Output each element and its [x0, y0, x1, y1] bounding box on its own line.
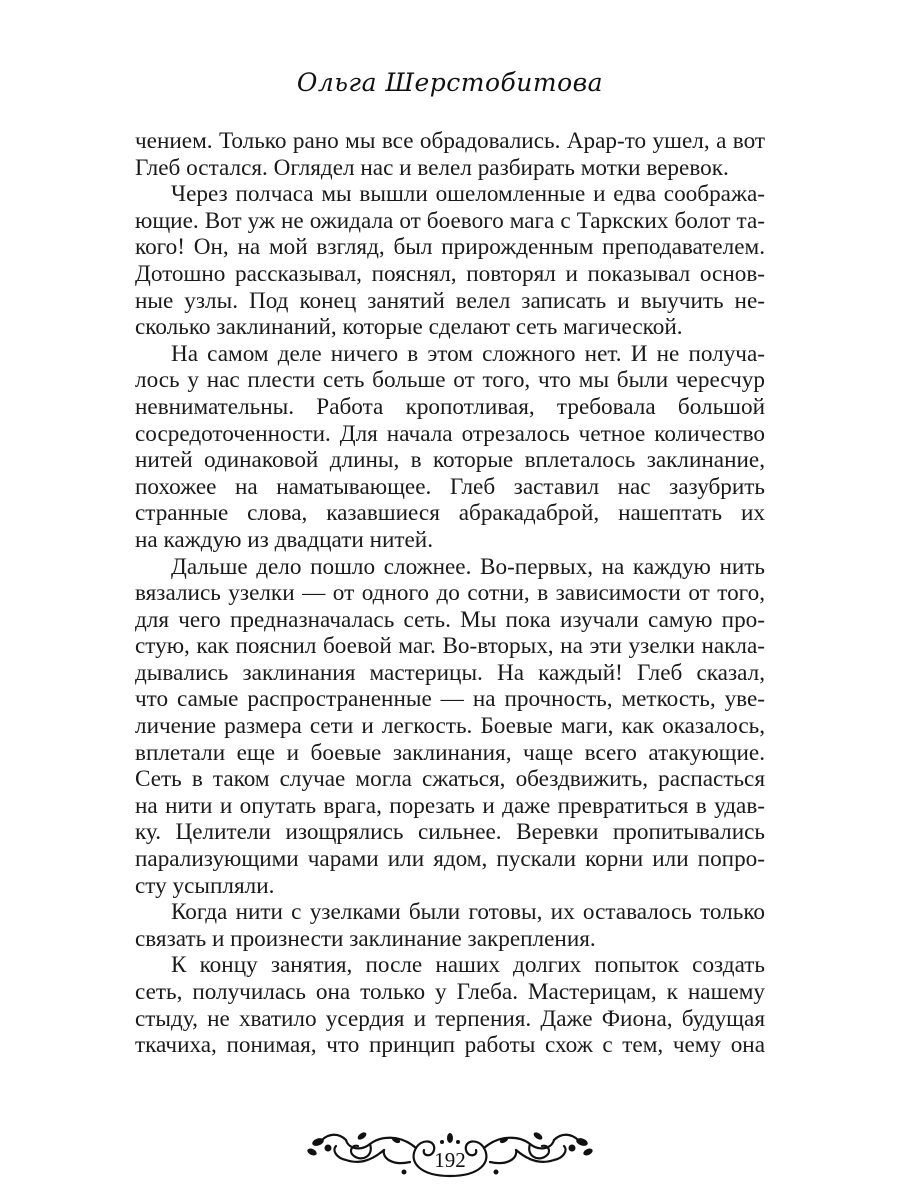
text-line: дывались заклинания мастерицы. На каждый! Глеб сказал,	[135, 659, 765, 686]
body-text	[135, 128, 765, 1059]
text-line: нитей одинаковой длины, в которые вплеталось заклинание,	[135, 447, 765, 474]
text-line: сосредоточенности. Для начала отрезалось четное количество	[135, 420, 765, 447]
paragraph-4	[135, 554, 765, 900]
text-line: Сеть в таком случае могла сжаться, обездвижить, распасться	[135, 766, 765, 793]
text-line: Дальше дело пошло сложнее. Во-первых, на каждую нить	[171, 553, 765, 580]
paragraph-3	[135, 341, 765, 554]
text-line: сколько заклинаний, которые сделают сеть магической.	[135, 314, 683, 341]
page-number: 192	[434, 1148, 466, 1172]
text-line: К концу занятия, после наших долгих попыток создать	[171, 952, 765, 979]
text-line: личение размера сети и легкость. Боевые маги, как оказалось,	[135, 713, 765, 740]
text-line: чением. Только рано мы все обрадовались. Арар-то ушел, а вот	[135, 128, 765, 154]
text-line: на каждую из двадцати нитей.	[135, 526, 434, 553]
text-line: На самом деле ничего в этом сложного нет. И не получа-	[171, 340, 765, 367]
text-line: связать и произнести заклинание закрепления.	[135, 925, 596, 952]
text-line: на нити и опутать врага, порезать и даже превратиться в удав-	[135, 792, 765, 819]
text-line: ку. Целители изощрялись сильнее. Веревки пропитывались	[135, 819, 765, 846]
text-line: вязались узелки — от одного до сотни, в зависимости от того,	[135, 580, 765, 607]
text-line: сеть, получилась она только у Глеба. Мастерицам, к нашему	[135, 979, 765, 1005]
text-line: сту усыпляли.	[135, 872, 275, 899]
text-line: что самые распространенные — на прочность, меткость, уве-	[135, 686, 765, 713]
paragraph-6	[135, 952, 765, 1058]
text-line: Дотошно рассказывал, пояснял, повторял и показывал основ-	[135, 260, 765, 287]
text-line: парализующими чарами или ядом, пускали корни или попро-	[135, 846, 765, 873]
text-line: невнимательны. Работа кропотливая, требовала большой	[135, 393, 765, 420]
text-line: Через полчаса мы вышли ошеломленные и едва сообража-	[171, 181, 765, 208]
paragraph-2	[135, 181, 765, 341]
running-head: Ольга Шерстобитова	[296, 68, 604, 97]
text-line: странные слова, казавшиеся абракадаброй, нашептать их	[135, 500, 765, 527]
text-line: кого! Он, на мой взгляд, был прирожденным преподавателем.	[135, 234, 765, 261]
text-line: вплетали еще и боевые заклинания, чаще всего атакующие.	[135, 739, 765, 766]
paragraph-1	[135, 128, 765, 181]
text-line: похожее на наматывающее. Глеб заставил нас зазубрить	[135, 473, 765, 500]
text-line: ткачиха, понимая, что принцип работы схож с тем, чему она	[135, 1032, 765, 1059]
text-line: стыду, не хватило усердия и терпения. Даже Фиона, будущая	[135, 1005, 765, 1032]
text-line: Когда нити с узелками были готовы, их оставалось только	[171, 899, 765, 926]
text-line: для чего предназначалась сеть. Мы пока изучали самую про-	[135, 606, 765, 633]
text-line: Глеб остался. Оглядел нас и велел разбирать мотки веревок.	[135, 154, 729, 181]
text-line: лось у нас плести сеть больше от того, что мы были чересчур	[135, 367, 765, 394]
paragraph-5	[135, 899, 765, 952]
text-line: ющие. Вот уж не ожидала от боевого мага с Таркских болот та-	[135, 207, 765, 234]
page-footer	[300, 1118, 600, 1182]
text-line: ные узлы. Под конец занятий велел записать и выучить не-	[135, 287, 765, 314]
text-line: стую, как пояснил боевой маг. Во-вторых, на эти узелки накла-	[135, 633, 765, 660]
